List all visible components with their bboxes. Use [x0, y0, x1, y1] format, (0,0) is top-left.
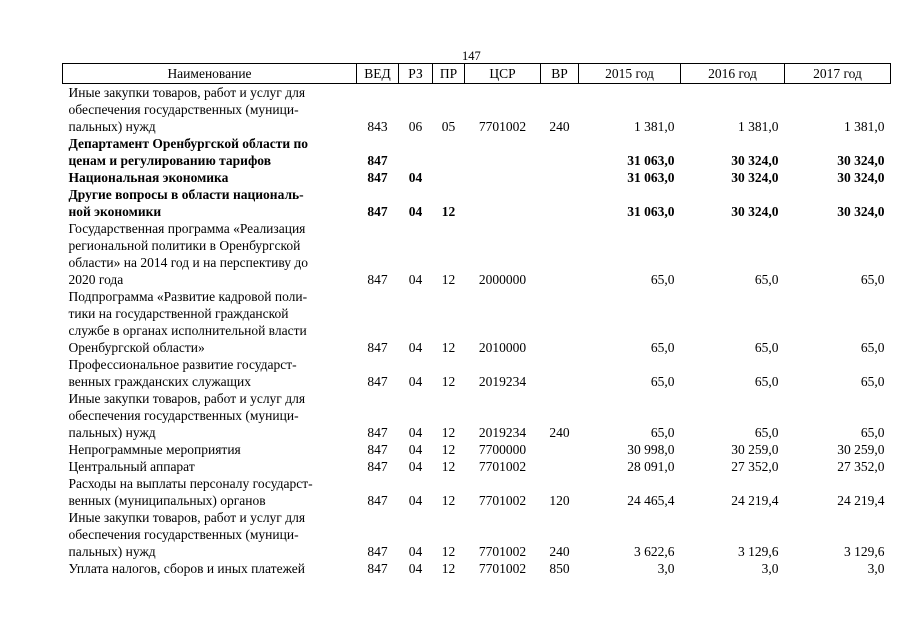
row-csr: 2019234	[478, 374, 527, 389]
row-name: Непрограммные мероприятия	[68, 442, 241, 457]
row-ved: 843	[367, 119, 388, 134]
table-row	[63, 135, 891, 169]
row-vr: 240	[549, 544, 570, 559]
row-rz: 04	[408, 442, 423, 457]
row-vr: 850	[549, 561, 570, 576]
row-ved: 847	[367, 493, 388, 508]
row-ved: 847	[367, 459, 388, 474]
header-pr: ПР	[433, 64, 465, 84]
row-2016: 3,0	[761, 561, 779, 576]
row-name: Иные закупки товаров, работ и услуг для обеспечения государственных (муници- пальных) нужд	[68, 510, 306, 559]
row-rz: 04	[408, 204, 423, 219]
header-name: Наименование	[63, 64, 357, 84]
row-vr	[541, 288, 579, 356]
row-csr: 2000000	[478, 272, 527, 287]
row-2015: 3,0	[657, 561, 675, 576]
table-row	[63, 509, 891, 560]
row-ved: 847	[367, 561, 388, 576]
row-vr: 240	[549, 425, 570, 440]
row-pr: 12	[441, 544, 456, 559]
row-2015: 3 622,6	[634, 544, 675, 559]
row-rz: 04	[408, 170, 423, 185]
row-pr: 12	[441, 561, 456, 576]
row-2017: 65,0	[860, 425, 885, 440]
row-vr	[541, 135, 579, 169]
header-rz: РЗ	[399, 64, 433, 84]
row-pr: 12	[441, 459, 456, 474]
row-name: Национальная экономика	[68, 170, 229, 185]
row-2016: 24 219,4	[731, 493, 779, 508]
page-number: 147	[462, 49, 481, 63]
row-2016: 30 324,0	[731, 153, 779, 168]
row-2016: 30 259,0	[731, 442, 779, 457]
row-name: Уплата налогов, сборов и иных платежей	[68, 561, 305, 576]
row-pr: 12	[441, 272, 456, 287]
row-rz: 04	[408, 425, 423, 440]
table-row	[63, 288, 891, 356]
header-vr: ВР	[541, 64, 579, 84]
row-name: Центральный аппарат	[68, 459, 195, 474]
row-pr: 12	[441, 204, 456, 219]
table-row	[63, 475, 891, 509]
row-name: Иные закупки товаров, работ и услуг для обеспечения государственных (муници- пальных) нужд	[68, 85, 306, 134]
row-vr	[541, 356, 579, 390]
row-name: Профессиональное развитие государст- венных гражданских служащих	[68, 357, 297, 389]
row-2015: 24 465,4	[627, 493, 675, 508]
row-csr	[465, 169, 541, 186]
row-2016: 30 324,0	[731, 170, 779, 185]
row-rz: 06	[408, 119, 423, 134]
row-csr: 7701002	[478, 493, 527, 508]
row-2015: 31 063,0	[627, 170, 675, 185]
row-2015: 65,0	[650, 374, 675, 389]
row-2016: 65,0	[754, 272, 779, 287]
row-2016: 3 129,6	[738, 544, 779, 559]
row-name: Иные закупки товаров, работ и услуг для обеспечения государственных (муници- пальных) нужд	[68, 391, 306, 440]
row-2017: 65,0	[860, 374, 885, 389]
row-2015: 65,0	[650, 272, 675, 287]
table-row	[63, 220, 891, 288]
row-2017: 3 129,6	[844, 544, 885, 559]
row-2017: 3,0	[867, 561, 885, 576]
table-row	[63, 441, 891, 458]
row-2017: 30 324,0	[837, 153, 885, 168]
row-2017: 30 324,0	[837, 170, 885, 185]
row-ved: 847	[367, 170, 388, 185]
row-rz: 04	[408, 340, 423, 355]
table-row	[63, 390, 891, 441]
row-csr: 7701002	[478, 119, 527, 134]
row-vr: 120	[549, 493, 570, 508]
row-csr	[465, 135, 541, 169]
table-row	[63, 186, 891, 220]
row-csr: 7701002	[478, 544, 527, 559]
row-rz: 04	[408, 459, 423, 474]
row-2017: 65,0	[860, 340, 885, 355]
row-rz: 04	[408, 272, 423, 287]
row-2015: 30 998,0	[627, 442, 675, 457]
row-name: Государственная программа «Реализация региональной политики в Оренбургской области» на 2014 год и на перспективу до 2020 года	[68, 221, 309, 287]
row-2015: 65,0	[650, 340, 675, 355]
row-vr	[541, 169, 579, 186]
table-row	[63, 356, 891, 390]
row-vr	[541, 441, 579, 458]
row-2015: 31 063,0	[627, 204, 675, 219]
row-2016: 65,0	[754, 425, 779, 440]
row-ved: 847	[367, 374, 388, 389]
table-body	[63, 84, 891, 578]
table-row	[63, 84, 891, 136]
row-csr: 2010000	[478, 340, 527, 355]
row-2016: 65,0	[754, 340, 779, 355]
row-pr: 05	[441, 119, 456, 134]
row-ved: 847	[367, 544, 388, 559]
row-pr: 12	[441, 425, 456, 440]
row-name: Департамент Оренбургской области по ценам и регулированию тарифов	[68, 136, 309, 168]
row-rz: 04	[408, 374, 423, 389]
row-csr	[465, 186, 541, 220]
row-vr: 240	[549, 119, 570, 134]
row-name: Подпрограмма «Развитие кадровой поли- тики на государственной гражданской службе в органах исполнительной власти Оренбургской области»	[68, 289, 308, 355]
table-row	[63, 169, 891, 186]
row-csr: 7701002	[478, 459, 527, 474]
row-csr: 7701002	[478, 561, 527, 576]
row-vr	[541, 186, 579, 220]
header-2017: 2017 год	[785, 64, 891, 84]
row-2015: 1 381,0	[634, 119, 675, 134]
row-rz	[399, 135, 433, 169]
header-ved: ВЕД	[357, 64, 399, 84]
row-name: Расходы на выплаты персоналу государст- венных (муниципальных) органов	[68, 476, 313, 508]
row-ved: 847	[367, 442, 388, 457]
header-2016: 2016 год	[681, 64, 785, 84]
row-pr	[433, 135, 465, 169]
table-header	[63, 64, 891, 84]
row-2017: 30 259,0	[837, 442, 885, 457]
header-csr: ЦСР	[465, 64, 541, 84]
row-2016: 1 381,0	[738, 119, 779, 134]
row-2017: 24 219,4	[837, 493, 885, 508]
row-rz: 04	[408, 493, 423, 508]
row-2015: 31 063,0	[627, 153, 675, 168]
row-2017: 30 324,0	[837, 204, 885, 219]
row-pr: 12	[441, 374, 456, 389]
table-row	[63, 560, 891, 577]
row-ved: 847	[367, 425, 388, 440]
row-rz: 04	[408, 561, 423, 576]
table-row	[63, 458, 891, 475]
row-rz: 04	[408, 544, 423, 559]
row-vr	[541, 220, 579, 288]
row-2015: 65,0	[650, 425, 675, 440]
row-pr: 12	[441, 493, 456, 508]
row-ved: 847	[367, 340, 388, 355]
row-pr: 12	[441, 442, 456, 457]
row-name: Другие вопросы в области националь- ной экономики	[68, 187, 304, 219]
row-2015: 28 091,0	[627, 459, 675, 474]
budget-table	[62, 63, 891, 577]
row-ved: 847	[367, 272, 388, 287]
row-ved: 847	[367, 204, 388, 219]
row-2017: 1 381,0	[844, 119, 885, 134]
row-2016: 65,0	[754, 374, 779, 389]
row-2017: 27 352,0	[837, 459, 885, 474]
row-csr: 2019234	[478, 425, 527, 440]
row-2016: 30 324,0	[731, 204, 779, 219]
row-vr	[541, 458, 579, 475]
header-2015: 2015 год	[579, 64, 681, 84]
row-pr: 12	[441, 340, 456, 355]
row-2017: 65,0	[860, 272, 885, 287]
row-ved: 847	[367, 153, 388, 168]
row-csr: 7700000	[478, 442, 527, 457]
row-2016: 27 352,0	[731, 459, 779, 474]
row-pr	[433, 169, 465, 186]
